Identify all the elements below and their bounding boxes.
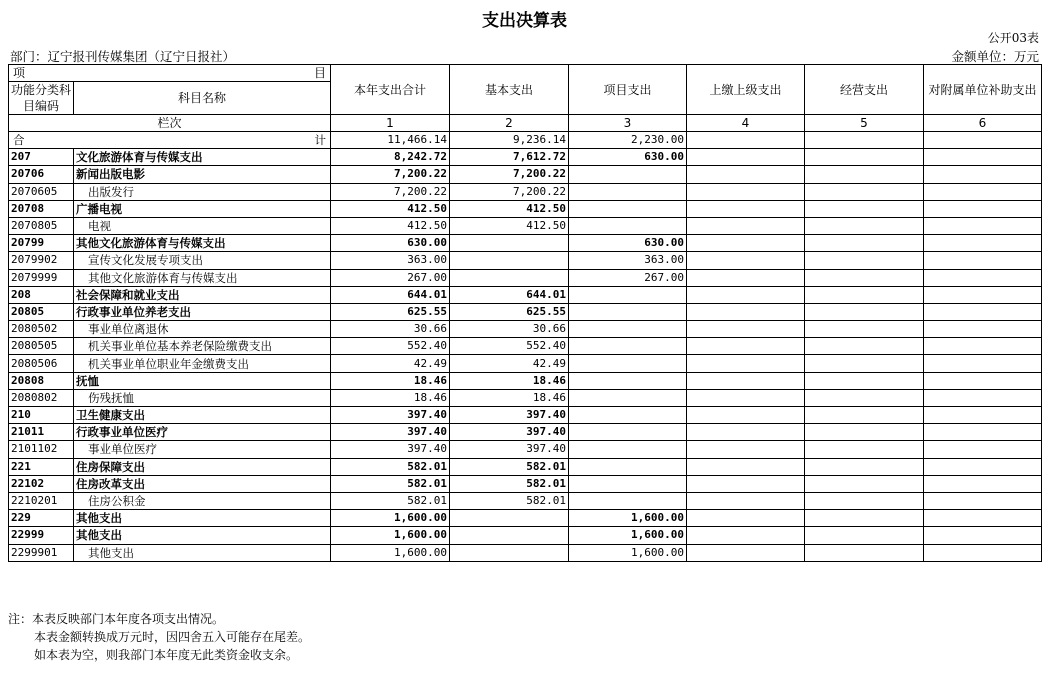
- row-value-project: 1,600.00: [569, 544, 687, 561]
- row-value-project: [569, 441, 687, 458]
- row-value-project: [569, 458, 687, 475]
- row-value-basic: 397.40: [450, 441, 569, 458]
- row-name: 机关事业单位基本养老保险缴费支出: [74, 338, 331, 355]
- row-value-empty: [924, 458, 1042, 475]
- row-value-empty: [924, 338, 1042, 355]
- row-value-empty: [805, 355, 924, 372]
- row-value-basic: 18.46: [450, 389, 569, 406]
- row-value-project: [569, 372, 687, 389]
- row-value-total: 582.01: [331, 492, 450, 509]
- row-value-basic: 644.01: [450, 286, 569, 303]
- row-value-empty: [805, 166, 924, 183]
- row-value-empty: [687, 458, 805, 475]
- row-value-total: 18.46: [331, 372, 450, 389]
- row-value-empty: [687, 338, 805, 355]
- row-value-basic: 412.50: [450, 217, 569, 234]
- row-value-empty: [805, 286, 924, 303]
- row-value-total: 397.40: [331, 441, 450, 458]
- page-title: 支出决算表: [482, 11, 567, 31]
- row-value-project: [569, 407, 687, 424]
- table-row: [9, 321, 1042, 338]
- row-value-project: [569, 303, 687, 320]
- row-code: 2079999: [9, 269, 74, 286]
- table-row: [9, 338, 1042, 355]
- row-value-empty: [687, 235, 805, 252]
- row-name: 其他支出: [74, 510, 331, 527]
- table-row: [9, 183, 1042, 200]
- row-value-empty: [924, 183, 1042, 200]
- table-row: [9, 407, 1042, 424]
- row-value-empty: [687, 217, 805, 234]
- row-value-empty: [687, 544, 805, 561]
- row-value-empty: [805, 424, 924, 441]
- row-value-empty: [805, 372, 924, 389]
- row-value-project: 1,600.00: [569, 510, 687, 527]
- row-value-empty: [805, 492, 924, 509]
- row-name: 行政事业单位医疗: [74, 424, 331, 441]
- header-col-3: 项目支出: [569, 65, 687, 115]
- row-code: 207: [9, 149, 74, 166]
- row-name: 住房公积金: [74, 492, 331, 509]
- row-code: 22999: [9, 527, 74, 544]
- row-code: 221: [9, 458, 74, 475]
- row-value-empty: [924, 355, 1042, 372]
- row-code: 2070805: [9, 217, 74, 234]
- row-value-empty: [805, 252, 924, 269]
- row-value-empty: [687, 166, 805, 183]
- table-row: [9, 527, 1042, 544]
- row-value-empty: [924, 303, 1042, 320]
- col-number: 5: [805, 115, 924, 132]
- row-name: 社会保障和就业支出: [74, 286, 331, 303]
- row-code: 20808: [9, 372, 74, 389]
- row-name: 其他支出: [74, 544, 331, 561]
- row-code: 2080505: [9, 338, 74, 355]
- table-row: [9, 149, 1042, 166]
- row-value-total: 552.40: [331, 338, 450, 355]
- row-value-basic: 412.50: [450, 200, 569, 217]
- row-code: 2080802: [9, 389, 74, 406]
- row-value-basic: [450, 269, 569, 286]
- row-name: 电视: [74, 217, 331, 234]
- row-value-total: 18.46: [331, 389, 450, 406]
- row-value-empty: [924, 527, 1042, 544]
- row-value-empty: [924, 372, 1042, 389]
- row-name: 其他支出: [74, 527, 331, 544]
- total-value: [687, 132, 805, 149]
- row-value-empty: [687, 424, 805, 441]
- row-value-total: 42.49: [331, 355, 450, 372]
- row-value-basic: 625.55: [450, 303, 569, 320]
- row-value-basic: 582.01: [450, 458, 569, 475]
- row-value-project: [569, 200, 687, 217]
- row-value-project: [569, 217, 687, 234]
- row-name: 新闻出版电影: [74, 166, 331, 183]
- row-name: 宣传文化发展专项支出: [74, 252, 331, 269]
- row-value-basic: [450, 510, 569, 527]
- row-value-total: 1,600.00: [331, 544, 450, 561]
- row-name: 文化旅游体育与传媒支出: [74, 149, 331, 166]
- row-value-total: 363.00: [331, 252, 450, 269]
- row-value-basic: [450, 527, 569, 544]
- row-value-total: 630.00: [331, 235, 450, 252]
- row-value-basic: 18.46: [450, 372, 569, 389]
- row-value-empty: [924, 235, 1042, 252]
- col-number: 2: [450, 115, 569, 132]
- row-code: 2299901: [9, 544, 74, 561]
- row-name: 抚恤: [74, 372, 331, 389]
- row-value-empty: [805, 200, 924, 217]
- row-value-total: 625.55: [331, 303, 450, 320]
- total-value: [924, 132, 1042, 149]
- row-value-empty: [924, 407, 1042, 424]
- row-code: 20799: [9, 235, 74, 252]
- row-value-empty: [687, 475, 805, 492]
- header-func-code: 功能分类科目编码: [9, 82, 74, 115]
- row-value-empty: [805, 441, 924, 458]
- total-value: 9,236.14: [450, 132, 569, 149]
- row-value-project: 267.00: [569, 269, 687, 286]
- row-value-total: 1,600.00: [331, 510, 450, 527]
- row-name: 伤残抚恤: [74, 389, 331, 406]
- row-code: 20708: [9, 200, 74, 217]
- col-number: 4: [687, 115, 805, 132]
- row-value-project: [569, 355, 687, 372]
- row-value-empty: [687, 355, 805, 372]
- row-value-empty: [687, 527, 805, 544]
- row-value-basic: 30.66: [450, 321, 569, 338]
- row-value-empty: [687, 200, 805, 217]
- row-value-empty: [805, 475, 924, 492]
- header-col-1: 本年支出合计: [331, 65, 450, 115]
- row-value-total: 30.66: [331, 321, 450, 338]
- row-value-empty: [687, 149, 805, 166]
- row-value-project: 630.00: [569, 235, 687, 252]
- row-value-total: 582.01: [331, 458, 450, 475]
- row-value-empty: [805, 389, 924, 406]
- form-number: 公开03表: [987, 31, 1039, 45]
- note-line: 如本表为空，则我部门本年度无此类资金收支余。: [34, 648, 299, 662]
- table-row: [9, 544, 1042, 561]
- row-value-basic: 552.40: [450, 338, 569, 355]
- header-lanci: 栏次: [9, 115, 331, 132]
- row-value-empty: [687, 389, 805, 406]
- row-value-basic: [450, 544, 569, 561]
- row-value-basic: 397.40: [450, 424, 569, 441]
- row-value-empty: [924, 441, 1042, 458]
- row-code: 210: [9, 407, 74, 424]
- total-value: [805, 132, 924, 149]
- row-value-empty: [924, 166, 1042, 183]
- row-value-empty: [924, 492, 1042, 509]
- row-value-basic: 7,200.22: [450, 166, 569, 183]
- table-row: [9, 217, 1042, 234]
- expenditure-table: [8, 64, 1042, 562]
- row-value-project: [569, 166, 687, 183]
- row-value-empty: [687, 252, 805, 269]
- total-value: 11,466.14: [331, 132, 450, 149]
- row-code: 21011: [9, 424, 74, 441]
- row-value-empty: [687, 303, 805, 320]
- row-value-basic: 7,200.22: [450, 183, 569, 200]
- header-col-4: 上缴上级支出: [687, 65, 805, 115]
- table-row: [9, 458, 1042, 475]
- header-col-6: 对附属单位补助支出: [924, 65, 1042, 115]
- row-value-basic: 582.01: [450, 475, 569, 492]
- col-number: 6: [924, 115, 1042, 132]
- total-value: 2,230.00: [569, 132, 687, 149]
- row-value-empty: [687, 269, 805, 286]
- row-value-empty: [924, 544, 1042, 561]
- row-name: 事业单位离退休: [74, 321, 331, 338]
- row-value-empty: [924, 286, 1042, 303]
- row-code: 229: [9, 510, 74, 527]
- note-line: 注：本表反映部门本年度各项支出情况。: [8, 612, 225, 626]
- row-name: 住房改革支出: [74, 475, 331, 492]
- row-code: 208: [9, 286, 74, 303]
- notes: [8, 610, 310, 664]
- col-number: 1: [331, 115, 450, 132]
- row-value-total: 412.50: [331, 217, 450, 234]
- row-value-basic: [450, 252, 569, 269]
- row-value-empty: [805, 510, 924, 527]
- row-code: 20706: [9, 166, 74, 183]
- total-row: [9, 132, 1042, 149]
- row-value-empty: [924, 269, 1042, 286]
- row-value-empty: [924, 424, 1042, 441]
- row-value-empty: [805, 217, 924, 234]
- row-value-total: 397.40: [331, 407, 450, 424]
- row-value-empty: [687, 321, 805, 338]
- row-value-empty: [805, 303, 924, 320]
- row-value-total: 7,200.22: [331, 183, 450, 200]
- table-row: [9, 475, 1042, 492]
- row-name: 卫生健康支出: [74, 407, 331, 424]
- row-value-empty: [805, 149, 924, 166]
- row-value-empty: [924, 321, 1042, 338]
- row-code: 22102: [9, 475, 74, 492]
- row-value-empty: [805, 544, 924, 561]
- row-value-empty: [924, 252, 1042, 269]
- unit-label: 金额单位：万元: [951, 49, 1039, 64]
- row-value-empty: [687, 492, 805, 509]
- row-value-basic: [450, 235, 569, 252]
- row-value-basic: 582.01: [450, 492, 569, 509]
- row-code: 2210201: [9, 492, 74, 509]
- row-value-empty: [805, 458, 924, 475]
- table-row: [9, 441, 1042, 458]
- row-value-empty: [805, 527, 924, 544]
- total-he: 合: [13, 133, 25, 148]
- table-row: [9, 286, 1042, 303]
- row-value-empty: [687, 407, 805, 424]
- row-value-project: [569, 492, 687, 509]
- table-row: [9, 492, 1042, 509]
- row-value-empty: [924, 510, 1042, 527]
- row-value-empty: [924, 149, 1042, 166]
- row-value-total: 644.01: [331, 286, 450, 303]
- row-value-basic: 7,612.72: [450, 149, 569, 166]
- row-value-empty: [687, 286, 805, 303]
- table-row: [9, 424, 1042, 441]
- row-value-empty: [805, 235, 924, 252]
- row-value-total: 582.01: [331, 475, 450, 492]
- row-value-empty: [687, 183, 805, 200]
- note-line: 本表金额转换成万元时，因四舍五入可能存在尾差。: [34, 630, 311, 644]
- header-subject-name: 科目名称: [74, 82, 331, 115]
- row-name: 其他文化旅游体育与传媒支出: [74, 269, 331, 286]
- row-name: 其他文化旅游体育与传媒支出: [74, 235, 331, 252]
- row-name: 住房保障支出: [74, 458, 331, 475]
- total-label: [9, 132, 331, 149]
- table-row: [9, 303, 1042, 320]
- row-value-total: 412.50: [331, 200, 450, 217]
- row-value-empty: [805, 407, 924, 424]
- row-code: 2101102: [9, 441, 74, 458]
- row-value-empty: [805, 321, 924, 338]
- row-value-project: [569, 475, 687, 492]
- department-label: 部门：辽宁报刊传媒集团（辽宁日报社）: [10, 49, 236, 64]
- table-row: [9, 372, 1042, 389]
- header-xiang-mu: [9, 65, 331, 82]
- row-value-total: 1,600.00: [331, 527, 450, 544]
- row-code: 2080506: [9, 355, 74, 372]
- row-value-empty: [924, 217, 1042, 234]
- row-value-project: [569, 389, 687, 406]
- row-value-project: [569, 321, 687, 338]
- row-name: 广播电视: [74, 200, 331, 217]
- table-row: [9, 269, 1042, 286]
- row-value-empty: [924, 389, 1042, 406]
- row-value-project: 1,600.00: [569, 527, 687, 544]
- row-value-empty: [924, 200, 1042, 217]
- row-value-empty: [687, 372, 805, 389]
- row-code: 2070605: [9, 183, 74, 200]
- row-value-project: 630.00: [569, 149, 687, 166]
- row-value-basic: 42.49: [450, 355, 569, 372]
- row-value-empty: [924, 475, 1042, 492]
- table-row: [9, 200, 1042, 217]
- row-value-empty: [687, 441, 805, 458]
- table-row: [9, 166, 1042, 183]
- row-name: 事业单位医疗: [74, 441, 331, 458]
- header-col-5: 经营支出: [805, 65, 924, 115]
- row-value-project: [569, 424, 687, 441]
- total-ji: 计: [314, 133, 326, 148]
- row-value-empty: [805, 269, 924, 286]
- header-mu: 目: [313, 66, 326, 80]
- row-value-total: 7,200.22: [331, 166, 450, 183]
- row-value-empty: [687, 510, 805, 527]
- header-xiang: 项: [13, 66, 26, 80]
- row-value-project: [569, 183, 687, 200]
- row-name: 出版发行: [74, 183, 331, 200]
- table-row: [9, 355, 1042, 372]
- row-value-empty: [805, 183, 924, 200]
- row-value-empty: [805, 338, 924, 355]
- col-number: 3: [569, 115, 687, 132]
- row-code: 2079902: [9, 252, 74, 269]
- row-code: 2080502: [9, 321, 74, 338]
- row-value-total: 397.40: [331, 424, 450, 441]
- table-row: [9, 510, 1042, 527]
- row-name: 行政事业单位养老支出: [74, 303, 331, 320]
- table-row: [9, 235, 1042, 252]
- row-name: 机关事业单位职业年金缴费支出: [74, 355, 331, 372]
- header-col-2: 基本支出: [450, 65, 569, 115]
- row-code: 20805: [9, 303, 74, 320]
- table-row: [9, 389, 1042, 406]
- row-value-project: [569, 286, 687, 303]
- row-value-project: 363.00: [569, 252, 687, 269]
- row-value-project: [569, 338, 687, 355]
- row-value-basic: 397.40: [450, 407, 569, 424]
- table-row: [9, 252, 1042, 269]
- row-value-total: 267.00: [331, 269, 450, 286]
- row-value-total: 8,242.72: [331, 149, 450, 166]
